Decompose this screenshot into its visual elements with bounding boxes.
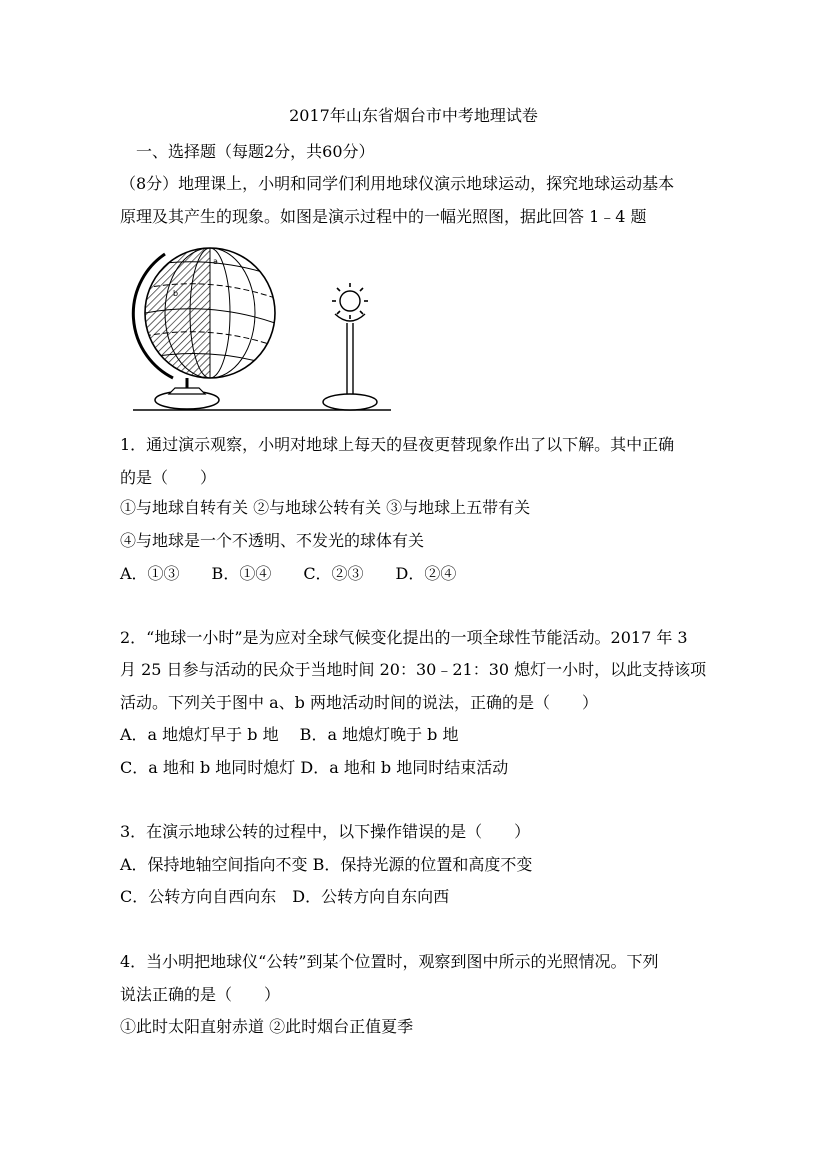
q4-stem-line-1: 4．当小明把地球仪“公转”到某个位置时，观察到图中所示的光照情况。下列 xyxy=(120,952,659,971)
q2-stem-line-1: 2．“地球一小时”是为应对全球气候变化提出的一项全球性节能活动。2017 年 3 xyxy=(120,628,688,647)
sun-icon xyxy=(340,291,360,311)
label-b: b xyxy=(173,289,179,298)
page-title: 2017年山东省烟台市中考地理试卷 xyxy=(289,106,538,125)
q1-options: A．①③ B．①④ C．②③ D．②④ xyxy=(120,564,457,583)
q2-stem-line-2: 月 25 日参与活动的民众于当地时间 20：30﹣21：30 熄灯一小时，以此支持该项 xyxy=(120,660,707,679)
q1-stem-line-1: 1．通过演示观察，小明对地球上每天的昼夜更替现象作出了以下解。其中正确 xyxy=(120,435,675,454)
globe-illustration xyxy=(125,236,395,416)
q1-item-line-2: ④与地球是一个不透明、不发光的球体有关 xyxy=(120,531,425,550)
label-a: a xyxy=(213,257,218,266)
intro-line-2: 原理及其产生的现象。如图是演示过程中的一幅光照图，据此回答 1﹣4 题 xyxy=(120,207,647,226)
intro-line-1: （8分）地理课上，小明和同学们利用地球仪演示地球运动，探究地球运动基本 xyxy=(120,174,675,193)
q1-item-line-1: ①与地球自转有关 ②与地球公转有关 ③与地球上五带有关 xyxy=(120,498,531,517)
q4-item-line-1: ①此时太阳直射赤道 ②此时烟台正值夏季 xyxy=(120,1017,414,1036)
q3-stem: 3．在演示地球公转的过程中，以下操作错误的是（ ） xyxy=(120,822,531,841)
q3-options-line-2: C．公转方向自西向东 D．公转方向自东向西 xyxy=(120,887,450,906)
lamp xyxy=(323,283,377,410)
section-heading: 一、选择题（每题2分，共60分） xyxy=(136,142,375,161)
globe-light-figure xyxy=(125,236,395,420)
q4-stem-line-2: 说法正确的是（ ） xyxy=(120,985,281,1004)
q1-stem-line-2: 的是（ ） xyxy=(120,468,217,487)
q2-stem-line-3: 活动。下列关于图中 a、b 两地活动时间的说法，正确的是（ ） xyxy=(120,693,598,712)
q3-options-line-1: A．保持地轴空间指向不变 B．保持光源的位置和高度不变 xyxy=(120,855,533,874)
q2-options-line-2: C．a 地和 b 地同时熄灯 D．a 地和 b 地同时结束活动 xyxy=(120,758,509,777)
q2-options-line-1: A．a 地熄灯早于 b 地 B．a 地熄灯晚于 b 地 xyxy=(120,725,459,744)
